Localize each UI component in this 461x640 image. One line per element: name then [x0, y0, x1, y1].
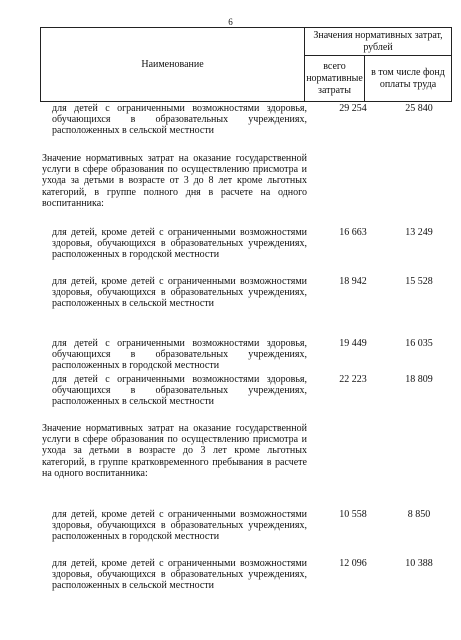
row-wage: 16 035: [405, 338, 433, 349]
row-total: 10 558: [339, 509, 367, 520]
page-number: 6: [228, 17, 233, 27]
row-total: 19 449: [339, 338, 367, 349]
row-total: 22 223: [339, 374, 367, 385]
section-heading: Значение нормативных затрат на оказание государственной услуги в сфере образования по осуществлению присмотра и ухода за детьми в возрасте до 3 лет кроме льготных категорий, в группе кратковременного пребывания в расчете на одного воспитанника:: [42, 423, 307, 479]
row-total: 18 942: [339, 276, 367, 287]
row-total: 29 254: [339, 103, 367, 114]
header-group-title: Значения нормативных затрат, рублей: [313, 29, 443, 53]
row-wage: 13 249: [405, 227, 433, 238]
header-name: Наименование: [141, 58, 204, 70]
section-heading: Значение нормативных затрат на оказание государственной услуги в сфере образования по осуществлению присмотра и ухода за детьми в возрасте от 3 до 8 лет кроме льготных категорий, в группе полного дня в расчете на одного воспитанника:: [42, 153, 307, 209]
row-total: 12 096: [339, 558, 367, 569]
row-wage: 10 388: [405, 558, 433, 569]
row-text: для детей с ограниченными возможностями здоровья, обучающихся в образовательных учреждениях, расположенных в сельской местности: [52, 103, 307, 137]
row-text: для детей, кроме детей с ограниченными возможностями здоровья, обучающихся в образовательных учреждениях, расположенных в сельской местности: [52, 558, 307, 592]
header-total: всего нормативные затраты: [306, 60, 363, 96]
row-text: для детей с ограниченными возможностями здоровья, обучающихся в образовательных учреждениях, расположенных в сельской местности: [52, 374, 307, 408]
row-wage: 25 840: [405, 103, 433, 114]
row-wage: 18 809: [405, 374, 433, 385]
row-text: для детей с ограниченными возможностями здоровья, обучающихся в образовательных учреждениях, расположенных в городской местности: [52, 338, 307, 372]
row-wage: 15 528: [405, 276, 433, 287]
row-wage: 8 850: [407, 509, 431, 520]
row-total: 16 663: [339, 227, 367, 238]
row-text: для детей, кроме детей с ограниченными возможностями здоровья, обучающихся в образовательных учреждениях, расположенных в городской местности: [52, 227, 307, 261]
table-body: [42, 0, 452, 640]
row-text: для детей, кроме детей с ограниченными возможностями здоровья, обучающихся в образовательных учреждениях, расположенных в сельской местности: [52, 276, 307, 310]
header-wage: в том числе фонд оплаты труда: [371, 66, 445, 90]
row-text: для детей, кроме детей с ограниченными возможностями здоровья, обучающихся в образовательных учреждениях, расположенных в городской местности: [52, 509, 307, 543]
